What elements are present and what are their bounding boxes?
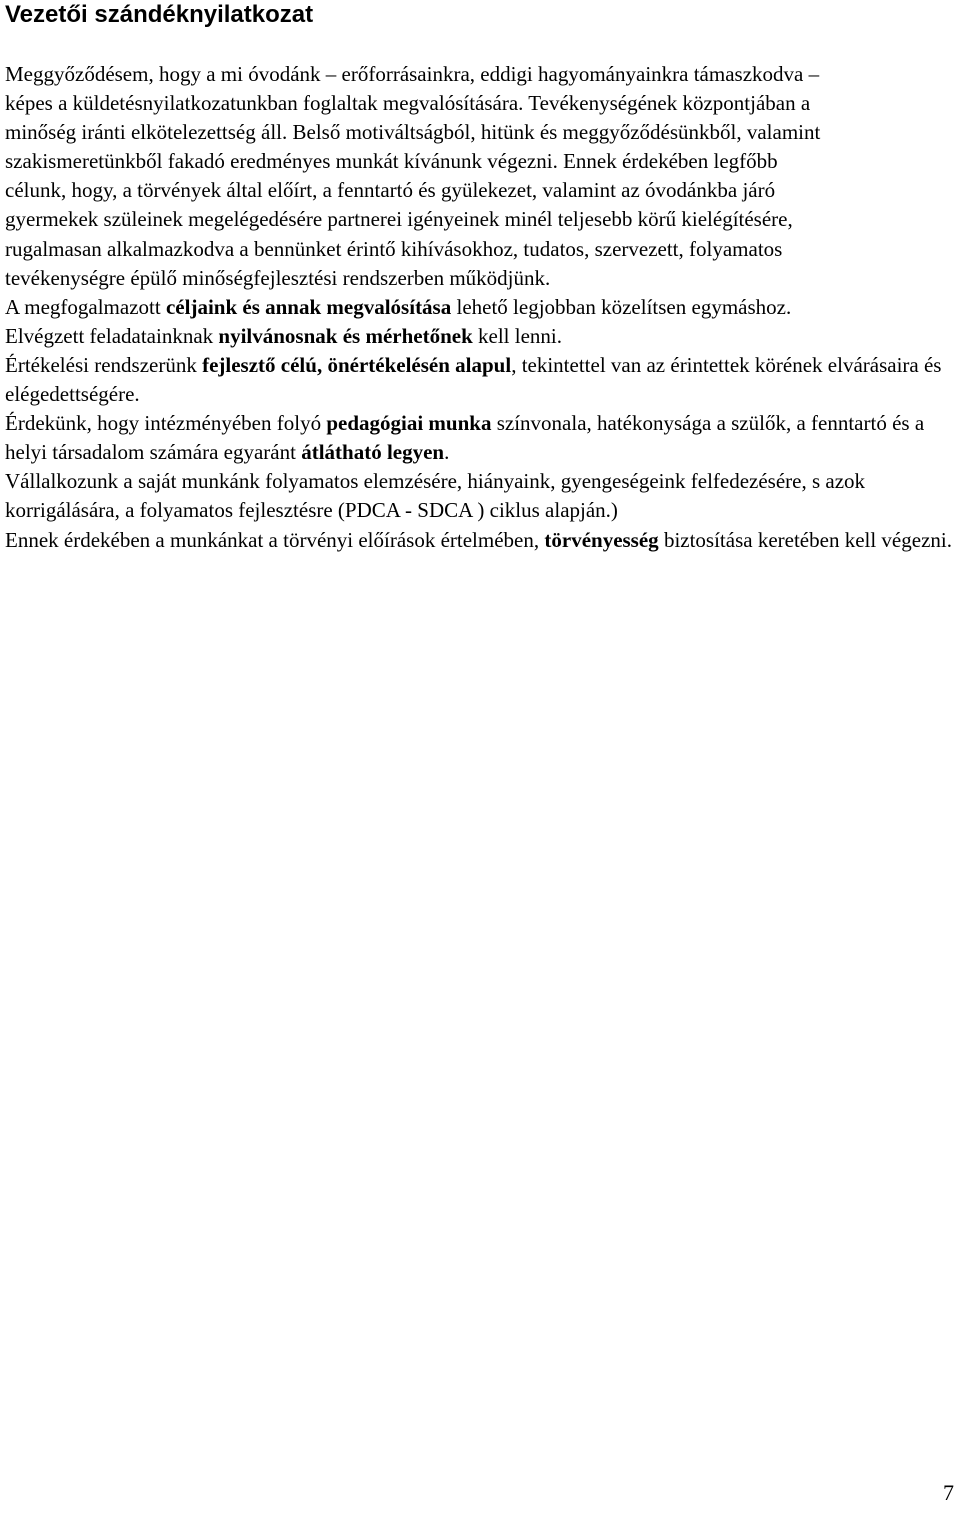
paragraph-goals-text-2: lehető legjobban közelítsen egymáshoz. <box>451 294 792 319</box>
paragraph-interest-emphasis-1: pedagógiai munka <box>326 411 492 436</box>
paragraph-interest-text-1: Érdekünk, hogy intézményében folyó <box>5 411 327 436</box>
paragraph-legality-emphasis: törvényesség <box>544 527 659 552</box>
paragraph-goals <box>5 293 955 322</box>
paragraph-legality <box>5 526 955 555</box>
paragraph-tasks-emphasis: nyilvánosnak és mérhetőnek <box>218 323 473 348</box>
paragraph-interest-emphasis-2: átlátható legyen <box>301 440 445 465</box>
paragraph-evaluation-text-2: , tekintettel van az érintettek körének elvárásaira és elégedettségére. <box>5 352 942 407</box>
paragraph-evaluation <box>5 351 955 409</box>
paragraph-legality-text-1: Ennek érdekében a munkánkat a törvényi előírások értelmében, <box>5 527 545 552</box>
paragraph-evaluation-emphasis: fejlesztő célú, önértékelésén alapul <box>202 352 512 377</box>
paragraph-goals-emphasis: céljaink és annak megvalósítása <box>165 294 452 319</box>
paragraph-tasks <box>5 322 955 351</box>
paragraph-evaluation-text-1: Értékelési rendszerünk <box>5 352 203 377</box>
paragraph-interest <box>5 409 955 467</box>
page-number: 7 <box>943 1480 954 1505</box>
paragraph-commitment: Vállalkozunk a saját munkánk folyamatos elemzésére, hiányaink, gyengeségeink felfedezésére, s azok korrigálására, a folyamatos fejlesztésre (PDCA - SDCA ) ciklus alapján.) <box>5 469 866 523</box>
paragraph-interest-text-2: színvonala, hatékonysága a szülők, a fenntartó és a helyi társadalom számára egyaránt <box>5 411 925 465</box>
paragraph-legality-text-2: biztosítása keretében kell végezni. <box>658 527 952 552</box>
paragraph-tasks-text-2: kell lenni. <box>472 323 562 348</box>
document-body <box>5 60 955 555</box>
page-title: Vezetői szándéknyilatkozat <box>5 1 314 28</box>
paragraph-intro: Meggyőződésem, hogy a mi óvodánk – erőforrásainkra, eddigi hagyományainkra támaszkodva – képes a küldetésnyilatkozatunkban foglaltak megvalósítására. Tevékenységének központjában a minőség iránti elkötelezettség áll. Belső motiváltságból, hitünk és meggyőződésünkből, valamint szakismeretünkből fakadó eredményes munkát kívánunk végezni. Ennek érdekében legfőbb célunk, hogy, a törvények által előírt, a fenntartó és gyülekezet, valamint az óvodánkba járó gyermekek szüleinek megelégedésére partnerei igényeinek minél teljesebb körű kielégítésére, rugalmasan alkalmazkodva a bennünket érintő kihívásokhoz, tudatos, szervezett, folyamatos tevékenységre épülő minőségfejlesztési rendszerben működjünk. <box>5 62 821 290</box>
paragraph-goals-text-1: A megfogalmazott <box>5 294 166 319</box>
paragraph-tasks-text-1: Elvégzett feladatainknak <box>5 323 219 348</box>
paragraph-interest-text-3: . <box>444 440 450 465</box>
